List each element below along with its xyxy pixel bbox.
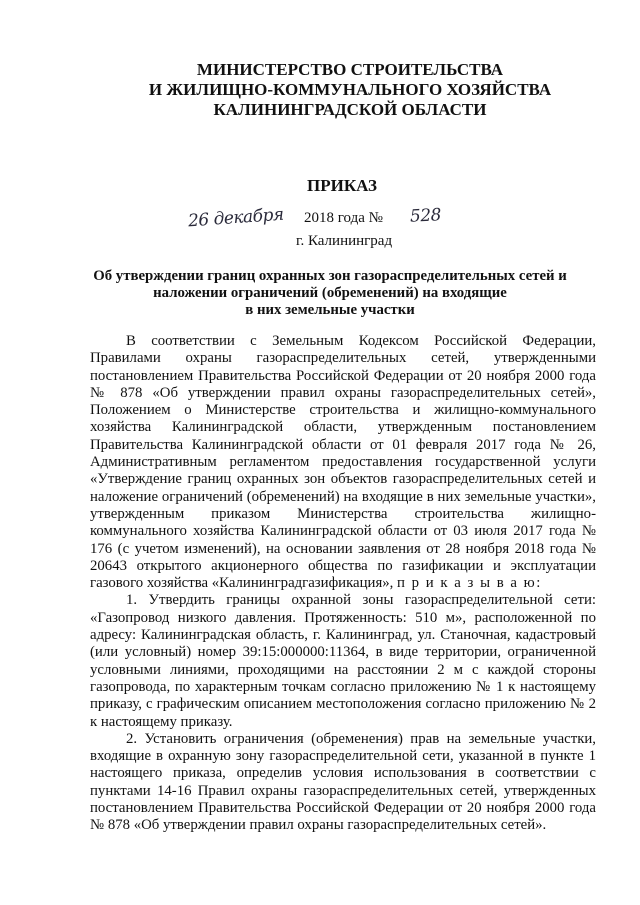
- title-line-1: Об утверждении границ охранных зон газораспределительных сетей и: [93, 268, 567, 284]
- handwritten-date: 26 декабря: [187, 204, 285, 232]
- city-label: г. Калининград: [296, 233, 393, 249]
- preamble-text: В соответствии с Земельным Кодексом Российской Федерации, Правилами охраны газораспределительных сетей, утвержденными постановлением Правительства Российской Федерации от 20 ноября 2000 года № 878 «Об утверждении правил охраны газораспределительных сетей», Положением о Министерстве строительства и жилищно-коммунального хозяйства Калининградской области, утвержденным постановлением Правительства Калининградской области от 01 февраля 2017 года № 26, Административным регламентом предоставления государственной услуги «Утверждение границ охранных зон объектов газораспределительных сетей и наложение ограничений (обременений) на входящие в них земельные участки», утвержденным приказом Министерства строительства жилищно-коммунального хозяйства Калининградской области от 03 июля 2017 года № 176 (с учетом изменений), на основании заявления от 28 ноября 2018 года № 20643 открытого акционерного общества по газификации и эксплуатации газового хозяйства «Калининградгазификация»,: [90, 333, 596, 592]
- item-1-paragraph: 1. Утвердить границы охранной зоны газораспределительной сети: «Газопровод низкого давления. Протяженность: 510 м», расположенной по адресу: Калининградская область, г. Калининград, ул. Станочная, кадастровый (или условный) номер 39:15:000000:11364, в виде территории, ограниченной условными линиями, проходящими на расстоянии 2 м с каждой стороны газопровода, по характерным точкам согласно приложению № 1 к настоящему приказу, с графическим описанием местоположения согласно приложению № 2 к настоящему приказу.: [90, 592, 596, 730]
- item-2-paragraph: 2. Установить ограничения (обременения) прав на земельные участки, входящие в охранную зону газораспределительной сети, указанной в пункте 1 настоящего приказа, определив условия использования в соответствии с пунктами 14-16 Правил охраны газораспределительных сетей, утвержденных постановлением Правительства Российской Федерации от 20 ноября 2000 года № 878 «Об утверждении правил охраны газораспределительных сетей».: [90, 730, 596, 834]
- doc-type-heading: ПРИКАЗ: [307, 176, 377, 195]
- ministry-line-3: КАЛИНИНГРАДСКОЙ ОБЛАСТИ: [213, 100, 487, 119]
- ministry-header: [0, 60, 640, 120]
- order-word: п р и к а з ы в а ю:: [397, 575, 542, 592]
- ministry-line-2: И ЖИЛИЩНО-КОММУНАЛЬНОГО ХОЗЯЙСТВА: [148, 80, 552, 99]
- preamble-paragraph: [90, 333, 596, 592]
- document-title: [90, 268, 570, 319]
- document-body: [90, 333, 596, 835]
- handwritten-order-number: 528: [409, 205, 442, 227]
- year-label: 2018 года №: [304, 210, 383, 226]
- date-line: [187, 204, 448, 232]
- title-line-2: наложении ограничений (обременений) на входящие: [153, 285, 507, 301]
- ministry-line-1: МИНИСТЕРСТВО СТРОИТЕЛЬСТВА: [196, 60, 504, 79]
- title-line-3: в них земельные участки: [245, 302, 415, 318]
